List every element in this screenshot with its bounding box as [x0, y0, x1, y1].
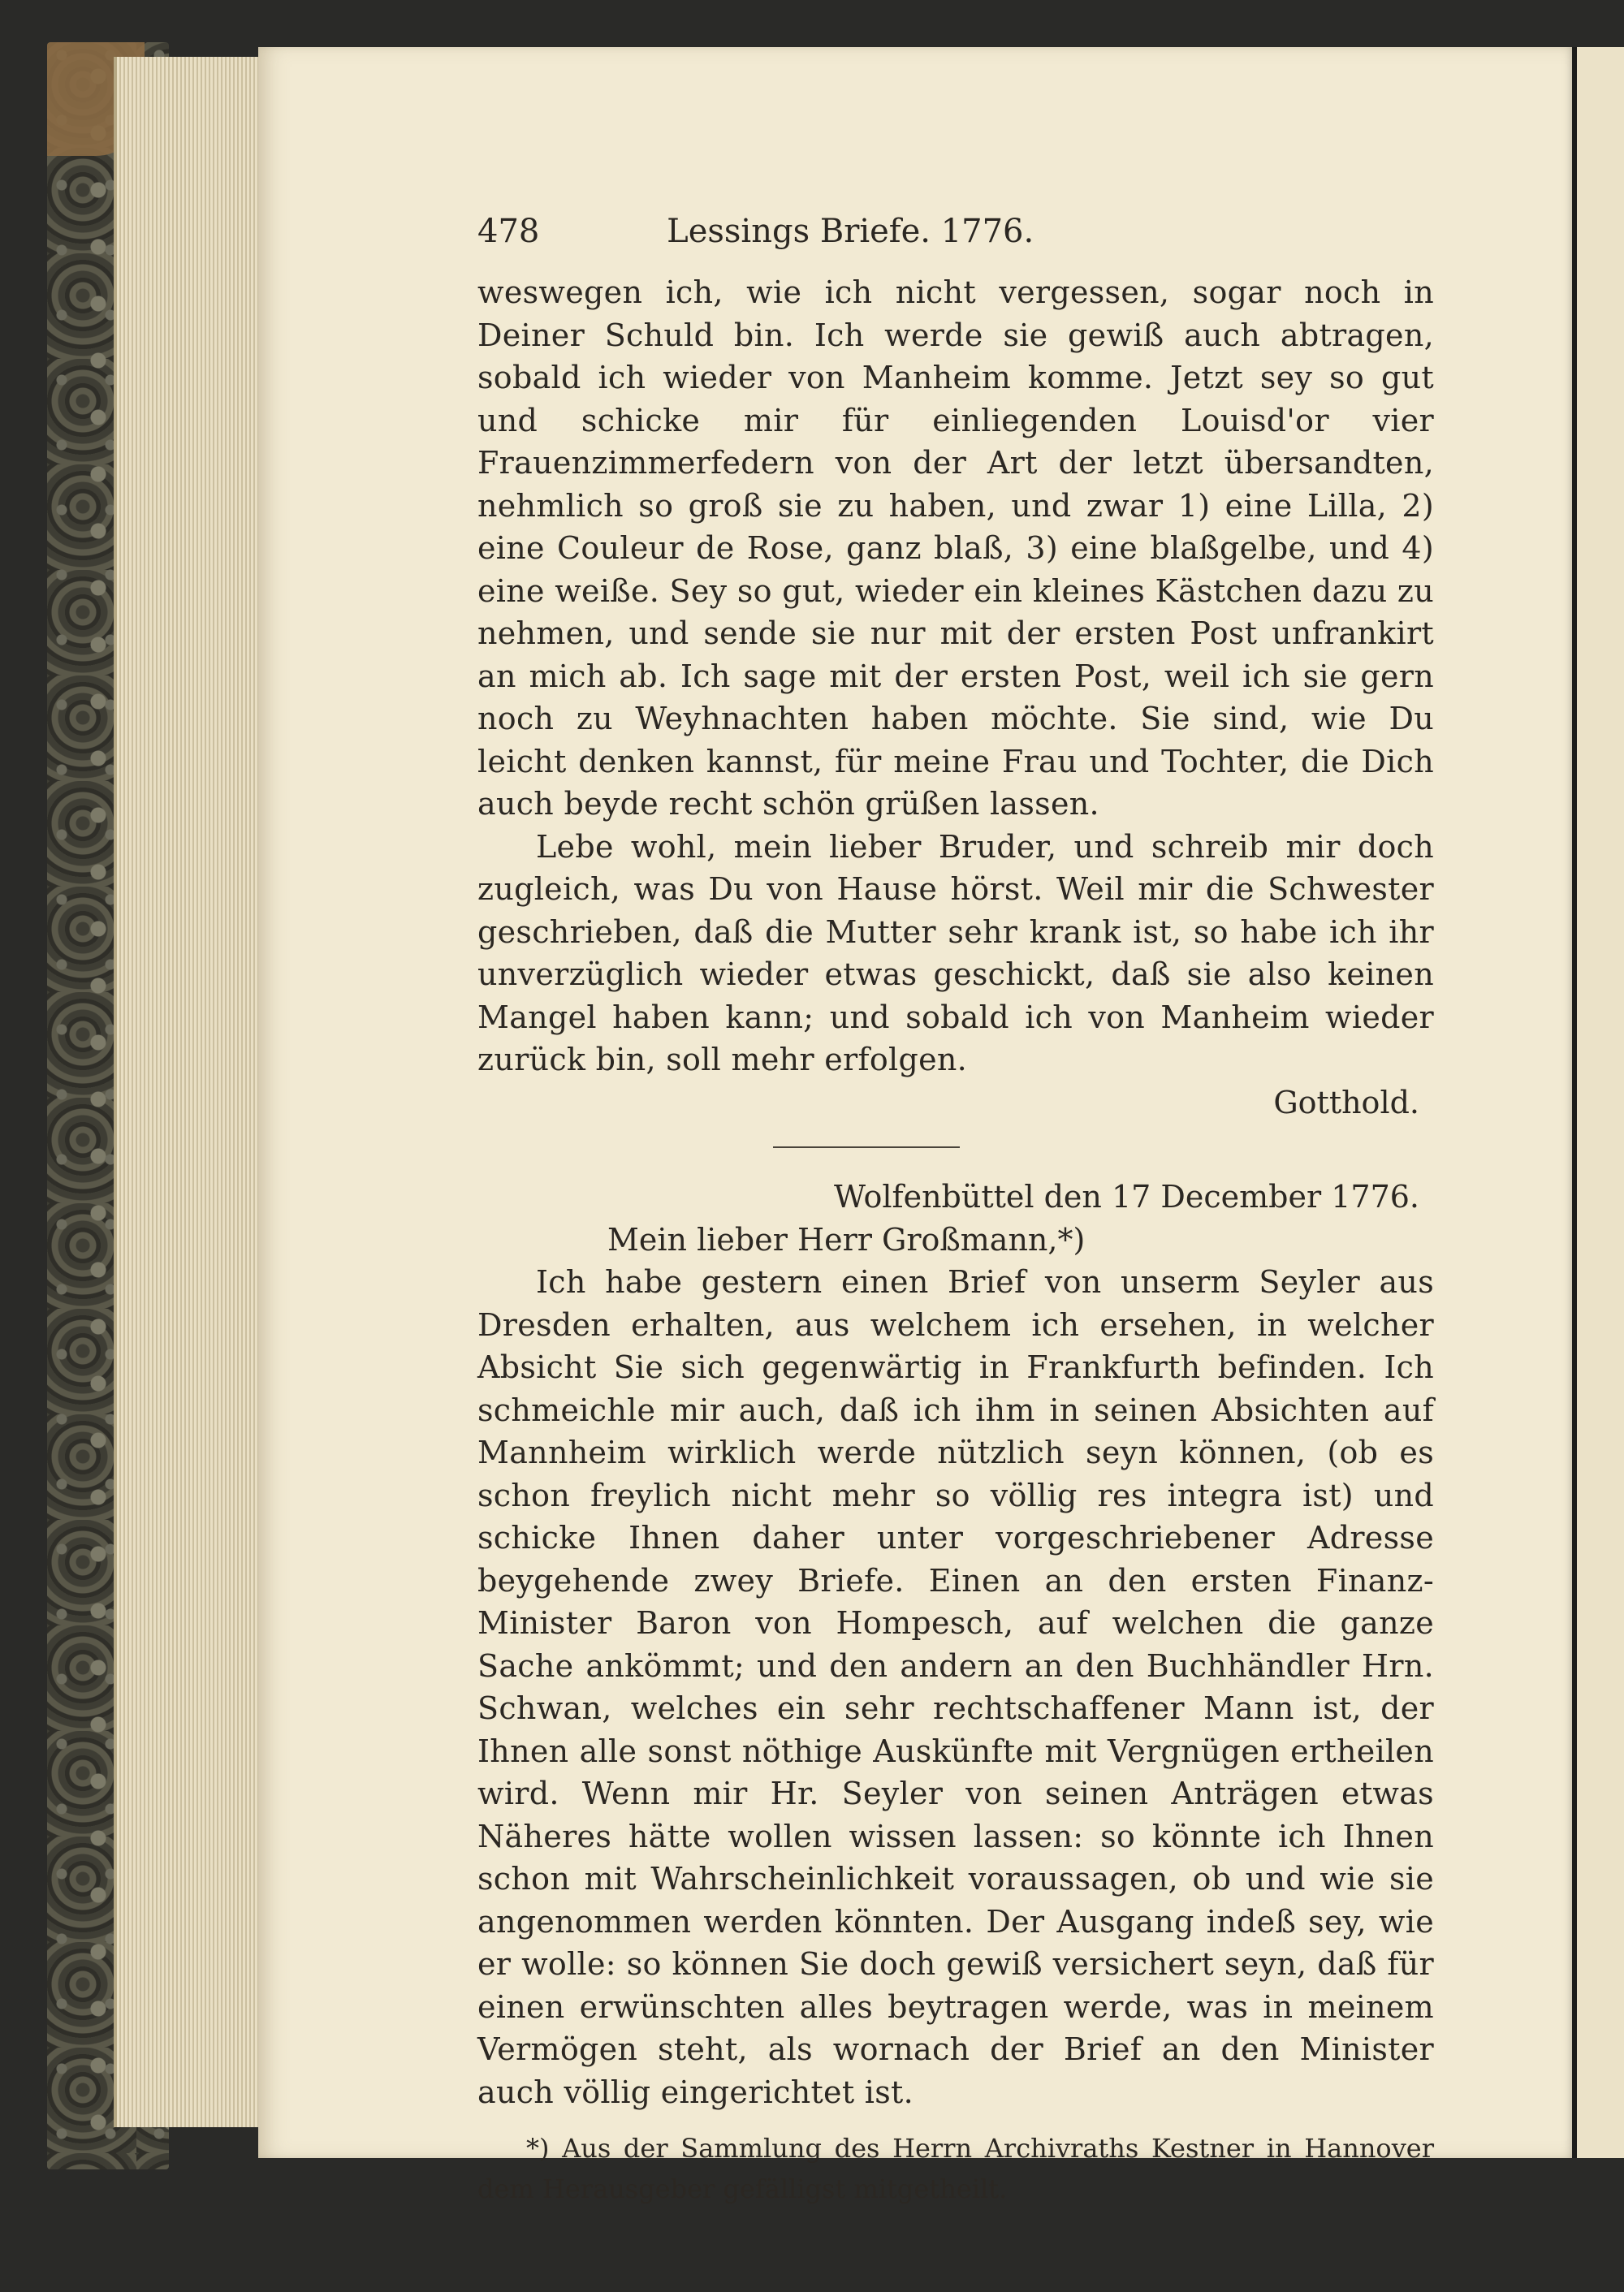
section-divider	[773, 1146, 960, 1148]
page-text-block	[477, 213, 1434, 2209]
letter-1	[477, 271, 1434, 1124]
letter-2-dateline: Wolfenbüttel den 17 December 1776.	[834, 1179, 1419, 1215]
page-number: 478	[477, 213, 540, 250]
letter-2-salutation: Mein lieber Herr Großmann,*)	[607, 1221, 1086, 1258]
running-header	[477, 213, 1434, 250]
letter-2	[477, 1176, 1434, 2113]
letter-1-signature: Gotthold.	[1273, 1084, 1419, 1120]
footnote-marker: *)	[526, 2133, 550, 2164]
letter-2-paragraph: Ich habe gestern einen Brief von unserm Seyler aus Dresden erhalten, aus welchem ich ersehen, in welcher Absicht Sie sich gegenwärtig in Frankfurth befinden. Ich schmeichle mir auch, daß ich ihm in seinen Absichten auf Mannheim wirklich werde nützlich seyn können, (ob es schon freylich nicht mehr so völlig res integra ist) und schicke Ihnen daher unter vorgeschriebener Adresse beygehende zwey Briefe. Einen an den ersten Finanz-Minister Baron von Hompesch, auf welchen die ganze Sache ankömmt; und den andern an den Buchhändler Hrn. Schwan, welches ein sehr rechtschaffener Mann ist, der Ihnen alle sonst nöthige Auskünfte mit Vergnügen ertheilen wird. Wenn mir Hr. Seyler von seinen Anträgen etwas Näheres hätte wollen wissen lassen: so könnte ich Ihnen schon mit Wahrscheinlichkeit voraussagen, ob und wie sie angenommen werden könnten. Der Ausgang indeß sey, wie er wolle: so können Sie doch gewiß versichert seyn, daß für einen erwünschten alles beytragen werde, was in meinem Vermögen steht, als wornach der Brief an den Minister auch völlig eingerichtet ist.	[477, 1264, 1434, 2110]
page-edges	[114, 57, 263, 2127]
running-title: Lessings Briefe. 1776.	[667, 213, 1034, 250]
letter-1-paragraph-2: Lebe wohl, mein lieber Bruder, und schreib mir doch zugleich, was Du von Hause hörst. Weil mir die Schwester geschrieben, daß die Mutter sehr krank ist, so habe ich ihr unverzüglich wieder etwas geschickt, daß sie also keinen Mangel haben kann; und sobald ich von Manheim wieder zurück bin, soll mehr erfolgen.	[477, 828, 1434, 1077]
footnote-text: Aus der Sammlung des Herrn Archivraths Kestner in Hannover dem Herausgeber gefälligst mitgetheilt.	[477, 2133, 1435, 2204]
facing-page	[1572, 47, 1624, 2158]
footnote	[477, 2128, 1434, 2209]
letter-1-paragraph-1: weswegen ich, wie ich nicht vergessen, sogar noch in Deiner Schuld bin. Ich werde sie gewiß auch abtragen, sobald ich wieder von Manheim komme. Jetzt sey so gut und schicke mir für einliegenden Louisd'or vier Frauenzimmerfedern von der Art der letzt übersandten, nehmlich so groß sie zu haben, und zwar 1) eine Lilla, 2) eine Couleur de Rose, ganz blaß, 3) eine blaßgelbe, und 4) eine weiße. Sey so gut, wieder ein kleines Kästchen dazu zu nehmen, und sende sie nur mit der ersten Post unfrankirt an mich ab. Ich sage mit der ersten Post, weil ich sie gern noch zu Weyhnachten haben möchte. Sie sind, wie Du leicht denken kannst, für meine Frau und Tochter, die Dich auch beyde recht schön grüßen lassen.	[477, 274, 1434, 822]
